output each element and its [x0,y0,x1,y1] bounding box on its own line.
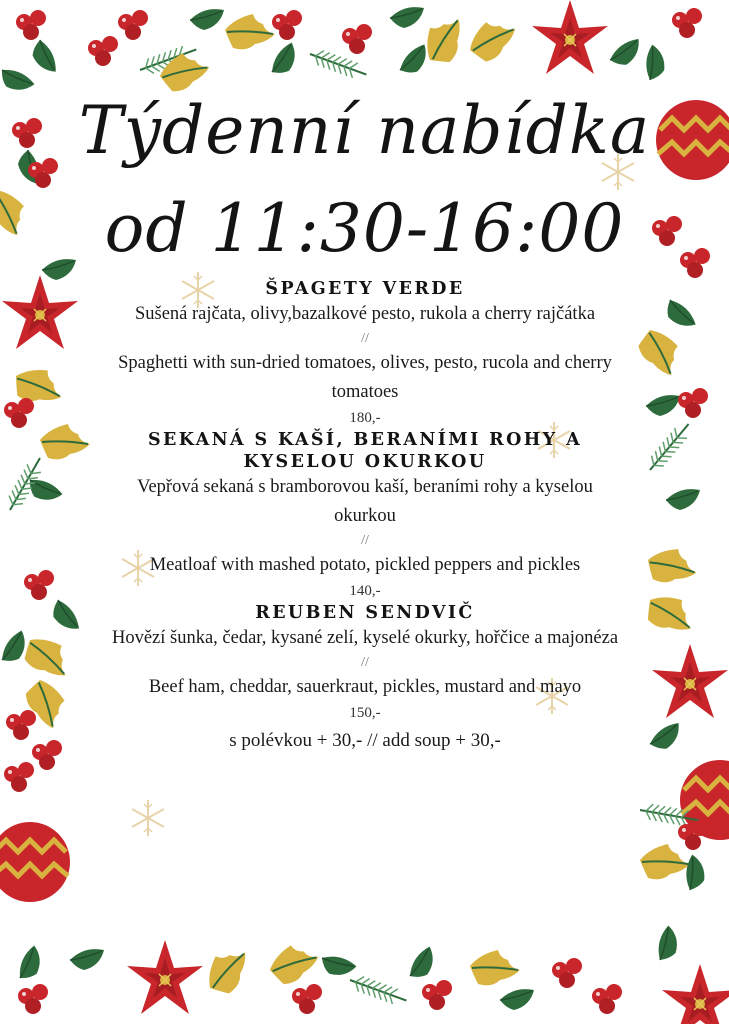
menu-title: Týdenní nabídka [78,92,651,169]
dish-price: 180,- [349,410,381,426]
dish-description-en: Spaghetti with sun-dried tomatoes, olives, pesto, rucola and cherry tomatoes [118,353,612,402]
dish-price: 150,- [349,705,381,721]
dish-description-cz: Hovězí šunka, čedar, kysané zelí, kyselé okurky, hořčice a majonéza [111,628,619,648]
language-separator: // [361,655,369,670]
soup-addon: s polévkou + 30,- // add soup + 30,- [229,730,501,751]
menu-item [110,429,620,602]
top-border [0,0,702,100]
menu-item [110,602,620,724]
dish-description-en: Meatloaf with mashed potato, pickled peppers and pickles [149,555,581,575]
dish-description-cz: Sušená rajčata, olivy,bazalkové pesto, rukola a cherry rajčátka [134,304,596,324]
language-separator: // [361,533,369,548]
language-separator: // [361,331,369,346]
menu-item [110,278,620,429]
menu-list [110,278,620,756]
dish-name: ŠPAGETY VERDE [265,279,465,299]
bottom-border [12,925,729,1024]
dish-description-cz: Vepřová sekaná s bramborovou kaší, beraními rohy a kyselou okurkou [137,477,593,526]
dish-name: REUBEN SENDVIČ [255,603,475,623]
dish-name: SEKANÁ S KAŠÍ, BERANÍMI ROHY A KYSELOU OKURKOU [147,430,583,472]
dish-description-en: Beef ham, cheddar, sauerkraut, pickles, mustard and mayo [148,677,582,697]
dish-price: 140,- [349,583,381,599]
menu-hours: od 11:30-16:00 [104,190,625,267]
